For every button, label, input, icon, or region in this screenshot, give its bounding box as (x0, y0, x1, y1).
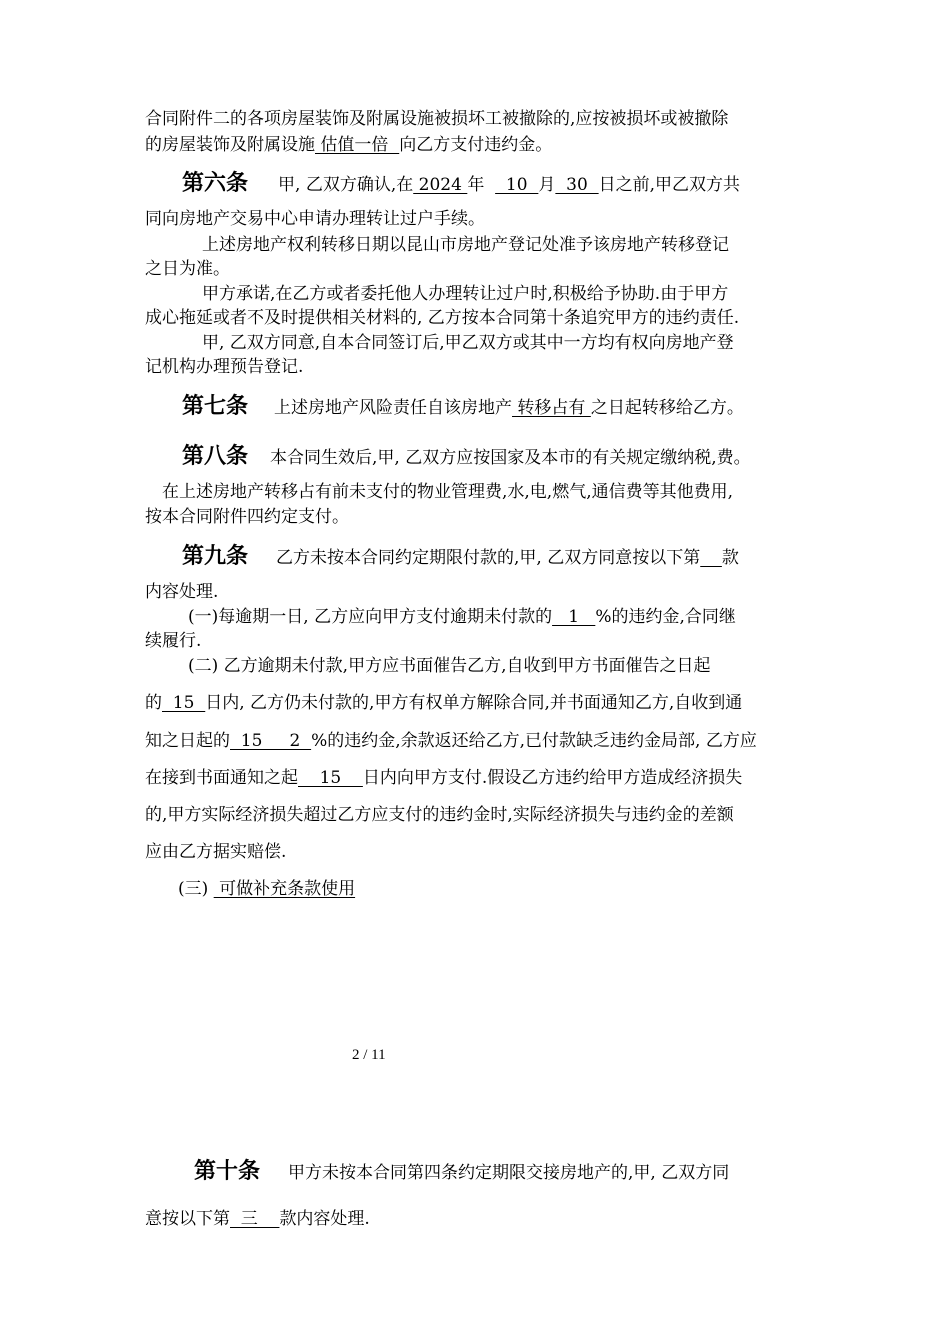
text: 内容处理. (145, 582, 219, 602)
filled-blank-month: 10 (495, 175, 539, 195)
text-line (145, 258, 230, 280)
text: 的 (145, 693, 162, 713)
text: 本合同生效后,甲, 乙双方应按国家及本市的有关规定缴纳税,费。 (270, 448, 751, 468)
text-line (145, 208, 485, 230)
filled-blank-day: 30 (555, 175, 599, 195)
text: 日之前,甲乙双方共 (598, 175, 741, 195)
text: 甲方未按本合同第四条约定期限交接房地产的,甲, 乙双方同 (288, 1163, 730, 1183)
article-title: 第七条 (182, 394, 249, 419)
text: 的房屋装饰及附属设施 (145, 135, 315, 155)
text-line (145, 134, 552, 156)
text: 日内, 乙方仍未付款的,甲方有权单方解除合同,并书面通知乙方,自收到通 (205, 693, 743, 713)
text-line (162, 481, 733, 503)
text: 上述房地产权利转移日期以昆山市房地产登记处准予该房地产转移登记 (202, 235, 729, 255)
filled-blank: 1 (552, 607, 596, 627)
filled-blank-year: 2024 (413, 175, 468, 195)
text: 成心拖延或者不及时提供相关材料的, 乙方按本合同第十条追究甲方的违约责任. (145, 308, 740, 328)
text-line (145, 307, 739, 329)
text-line (202, 332, 734, 354)
article-title: 第八条 (182, 444, 249, 469)
text: 应由乙方据实赔偿. (145, 842, 287, 862)
text-line (145, 730, 757, 752)
text: 年 (467, 175, 496, 195)
text: 乙方未按本合同约定期限付款的,甲, 乙双方同意按以下第 (276, 548, 701, 568)
text-line (188, 655, 710, 677)
text-line (145, 630, 201, 652)
article-7-line (182, 394, 744, 421)
text: %的违约金,合同继 (595, 607, 736, 627)
article-title: 第九条 (182, 544, 249, 569)
filled-blank: 三 (230, 1209, 280, 1229)
page-number: 2 / 11 (352, 1047, 386, 1063)
article-10-line-1 (194, 1158, 729, 1187)
text-line (178, 878, 355, 900)
text: (二) 乙方逾期未付款,甲方应书面催告乙方,自收到甲方书面催告之日起 (188, 656, 711, 676)
filled-blank: 可做补充条款使用 (213, 879, 356, 899)
text: 知之日起的 (145, 731, 230, 751)
text-line (145, 356, 303, 378)
filled-blank: 15 2 (230, 731, 312, 751)
text-line (145, 506, 349, 528)
text-line (145, 1208, 370, 1230)
filled-blank: 15 (162, 693, 206, 713)
text: 甲, 乙双方确认,在 (278, 175, 414, 195)
text: 款 (721, 548, 739, 568)
text: 上述房地产风险责任自该房地产 (274, 398, 513, 418)
text-line (145, 108, 728, 130)
text: 合同附件二的各项房屋装饰及附属设施被损坏工被撤除的,应按被损坏或被撤除 (145, 109, 729, 129)
article-title: 第十条 (194, 1159, 261, 1184)
text: 甲, 乙双方同意,自本合同签订后,甲乙双方或其中一方均有权向房地产登 (202, 333, 734, 353)
text: (一)每逾期一日, 乙方应向甲方支付逾期未付款的 (188, 607, 553, 627)
article-6-line-1 (182, 171, 740, 198)
filled-blank (700, 548, 722, 568)
text: 按本合同附件四约定支付。 (145, 507, 349, 527)
text: 在上述房地产转移占有前未支付的物业管理费,水,电,燃气,通信费等其他费用, (162, 482, 734, 502)
text: 在接到书面通知之起 (145, 768, 298, 788)
text-line (202, 234, 729, 256)
article-8-line-1 (182, 444, 751, 471)
text: 同向房地产交易中心申请办理转让过户手续。 (145, 209, 485, 229)
text: 甲方承诺,在乙方或者委托他人办理转让过户时,积极给予协助.由于甲方 (202, 284, 729, 304)
article-title: 第六条 (182, 171, 249, 196)
text-line (145, 767, 742, 789)
text: %的违约金,余款返还给乙方,已付款缺乏违约金局部, 乙方应 (311, 731, 757, 751)
text-line (145, 804, 734, 826)
text-line (202, 283, 728, 305)
filled-blank: 估值一倍 (315, 135, 400, 155)
filled-blank: 转移占有 (512, 398, 591, 418)
text: 月 (538, 175, 556, 195)
text: 意按以下第 (145, 1209, 230, 1229)
text: 的,甲方实际经济损失超过乙方应支付的违约金时,实际经济损失与违约金的差额 (145, 805, 734, 825)
filled-blank: 15 (298, 768, 363, 788)
text: 之日为准。 (145, 259, 230, 279)
text-line (145, 841, 286, 863)
text-line (145, 692, 742, 714)
text: 之日起转移给乙方。 (590, 398, 744, 418)
text: 续履行. (145, 631, 202, 651)
article-9-line-1 (182, 544, 739, 571)
text: 记机构办理预告登记. (145, 357, 304, 377)
text: 向乙方支付违约金。 (399, 135, 553, 155)
text-line (188, 606, 736, 628)
text: (三) (178, 879, 214, 899)
text: 日内向甲方支付.假设乙方违约给甲方造成经济损失 (362, 768, 743, 788)
text-line (145, 581, 218, 603)
text: 款内容处理. (279, 1209, 370, 1229)
